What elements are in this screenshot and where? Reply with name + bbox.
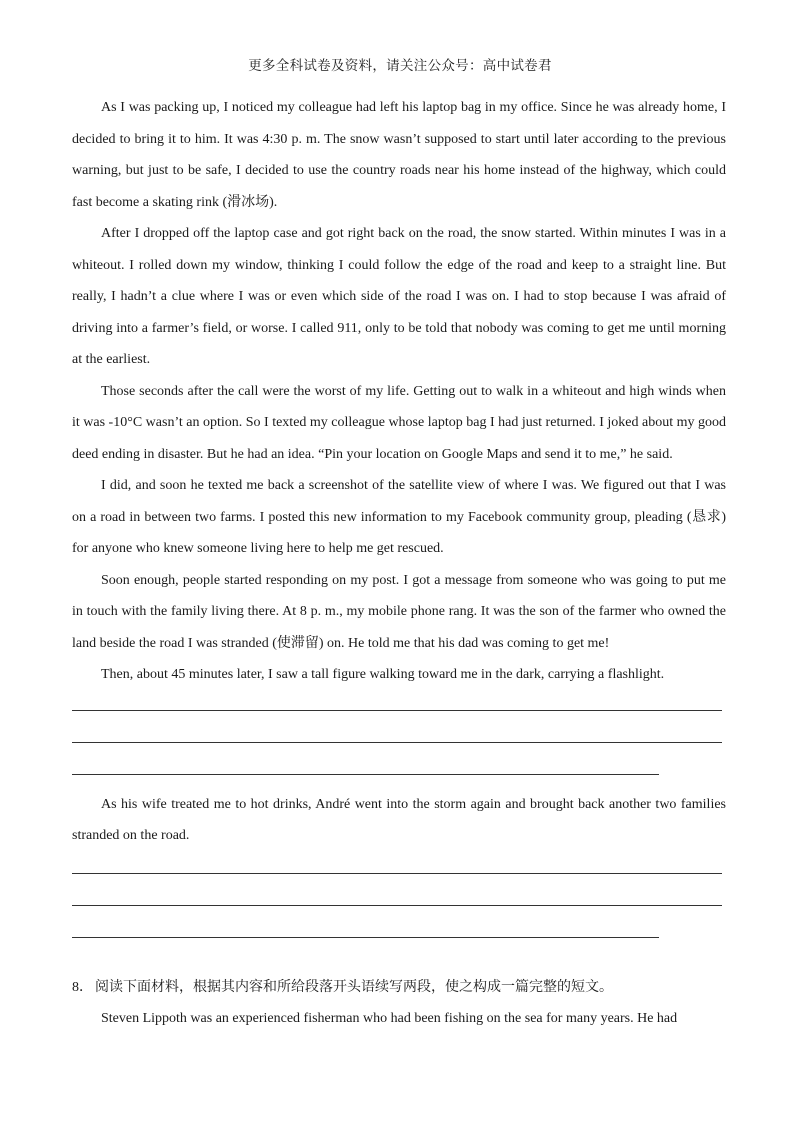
story-paragraph-4: I did, and soon he texted me back a screenshot of the satellite view of where I was. We figured out that I was on a road in between two farms. I posted this new information to my Facebook community group, pleading (恳求) for anyone who knew someone living here to help me get rescued. bbox=[72, 478, 726, 556]
question-instruction bbox=[72, 972, 726, 1004]
answer-line[interactable] bbox=[72, 905, 722, 906]
document-body bbox=[72, 92, 726, 1035]
answer-lines-2 bbox=[72, 873, 726, 938]
story-paragraph-2: After I dropped off the laptop case and got right back on the road, the snow started. Within minutes I was in a whiteout. I rolled down my window, thinking I could follow the edge of the road and keep to a straight line. But really, I hadn’t a clue where I was or even which side of the road I was on. I had to stop because I was afraid of driving into a farmer’s field, or worse. I called 911, only to be told that nobody was coming to get me until morning at the earliest. bbox=[72, 226, 726, 367]
continuation-prompt-2: As his wife treated me to hot drinks, André went into the storm again and brought back another two families stranded on the road. bbox=[72, 796, 726, 843]
story-paragraph-5: Soon enough, people started responding on my post. I got a message from someone who was going to put me in touch with the family living there. At 8 p. m., my mobile phone rang. It was the son of the farmer who owned the land beside the road I was stranded (使滞留) on. He told me that his dad was coming to get me! bbox=[72, 572, 726, 651]
question-passage-start: Steven Lippoth was an experienced fisherman who had been fishing on the sea for many years. He had bbox=[101, 1011, 678, 1026]
question-instruction-text: 阅读下面材料，根据其内容和所给段落开头语续写两段，使之构成一篇完整的短文。 bbox=[95, 979, 613, 995]
answer-line[interactable] bbox=[72, 937, 659, 938]
question-number: 8． bbox=[72, 979, 93, 995]
answer-line[interactable] bbox=[72, 710, 722, 711]
continuation-prompt-1: Then, about 45 minutes later, I saw a tall figure walking toward me in the dark, carrying a flashlight. bbox=[101, 667, 665, 682]
answer-lines-1 bbox=[72, 710, 726, 775]
page-header: 更多全科试卷及资料，请关注公众号：高中试卷君 bbox=[248, 58, 552, 73]
answer-line[interactable] bbox=[72, 873, 722, 874]
answer-line[interactable] bbox=[72, 774, 659, 775]
story-paragraph-3: Those seconds after the call were the worst of my life. Getting out to walk in a whiteout and high winds when it was -10°C wasn’t an option. So I texted my colleague whose laptop bag I had just returned. I joked about my good deed ending in disaster. But he had an idea. “Pin your location on Google Maps and send it to me,” he said. bbox=[72, 383, 726, 462]
answer-line[interactable] bbox=[72, 742, 722, 743]
story-paragraph-1: As I was packing up, I noticed my colleague had left his laptop bag in my office. Since he was already home, I decided to bring it to him. It was 4:30 p. m. The snow wasn’t supposed to start until later according to the previous warning, but just to be safe, I decided to use the country roads near his home instead of the highway, which could fast become a skating rink (滑冰场). bbox=[72, 100, 726, 210]
